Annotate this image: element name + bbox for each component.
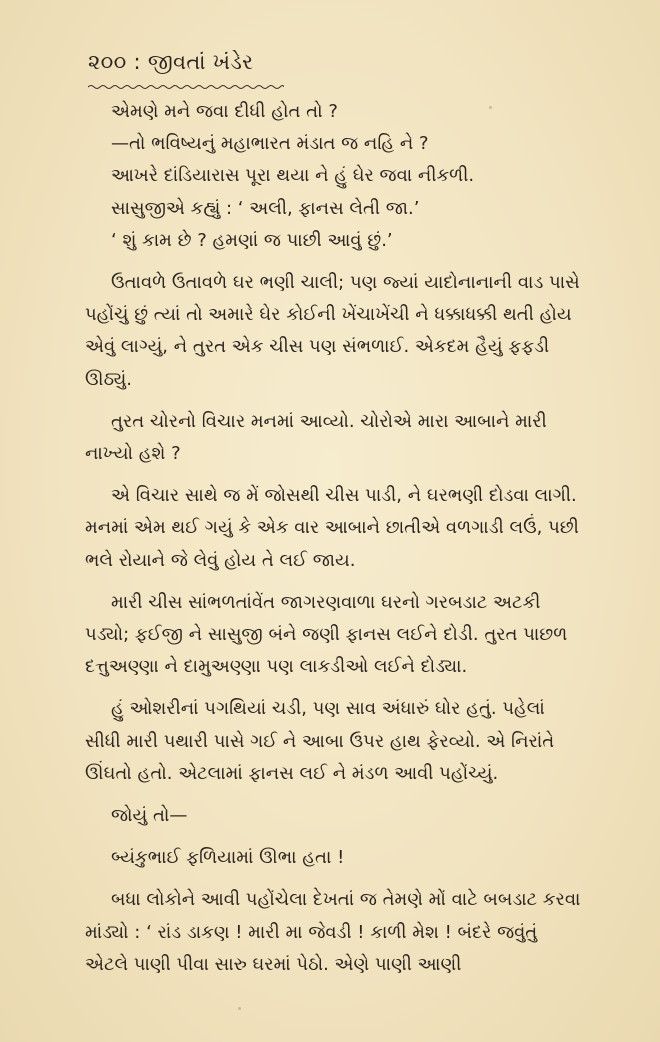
paper-speck: [489, 106, 492, 109]
paragraph: હું ઓશરીનાં પગથિયાં ચડી, પણ સાવ અંધારું ઘોર હતું. પહેલાં સીધી મારી પથારી પાસે ગઈ ને આબા ઉપર હાથ ફેરવ્યો. એ નિરાંતે ઊંઘતો હતો. એટલામાં ફાનસ લઈ ને મંડળ આવી પહોંચ્યું.: [85, 698, 555, 784]
paragraph: બ્યંકુભાઈ ફળિયામાં ઊભા હતા !: [111, 847, 345, 869]
paragraph: ‘ શું કામ છે ? હમણાં જ પાછી આવું છું.’: [111, 229, 393, 251]
page-body: [85, 96, 583, 981]
header-wavy-rule: [88, 84, 284, 90]
paper-speck: [238, 1007, 241, 1010]
paragraph: સાસુજીએ કહ્યું : ‘ અલી, ફાનસ લેતી જા.’: [111, 197, 420, 219]
paragraph: તુરત ચોરનો વિચાર મનમાં આવ્યો. ચોરોએ મારા આબાને મારી નાખ્યો હશે ?: [85, 410, 547, 465]
paragraph: એ વિચાર સાથે જ મેં જોસથી ચીસ પાડી, ને ઘરભણી દોડવા લાગી. મનમાં એમ થઈ ગયું કે એક વાર આબાને છાતીએ વળગાડી લઉં, પછી ભલે રોયાને જે લેવું હોય તે લઈ જાય.: [85, 485, 579, 571]
paragraph: આખરે દાંડિયારાસ પૂરા થયા ને હું ઘેર જવા નીકળી.: [111, 165, 475, 187]
paragraph: જોયું તો—: [111, 805, 188, 827]
paragraph: એમણે મને જવા દીધી હોત તો ?: [111, 101, 338, 122]
paragraph: ઉતાવળે ઉતાવળે ઘર ભણી ચાલી; પણ જ્યાં યાદોનાનાની વાડ પાસે પહોંચું છું ત્યાં તો અમારે ઘેર કોઈની ખેંચાખેંચી ને ધક્કાધક્કી થતી હોય એવું લાગ્યું, ને તુરત એક ચીસ પણ સંભળાઈ. એકદમ હૈયું ફફડી ઊઠ્યું.: [85, 272, 580, 390]
paragraph: મારી ચીસ સાંભળતાંવેંત જાગરણવાળા ઘરનો ગરબડાટ અટકી પડ્યો; ફઈજી ને સાસુજી બંને જણી ફાનસ લઈને દોડી. તુરત પાછળ દત્તુઅણ્ણા ને દામુઅણ્ણા પણ લાકડીઓ લઈને દોડ્યા.: [85, 591, 568, 678]
paragraph: —તો ભવિષ્યનું મહાભારત મંડાત જ નહિ ને ?: [111, 133, 429, 155]
running-head: ૨૦૦ : જીવતાં ખંડેર: [88, 50, 254, 74]
paragraph: બધા લોકોને આવી પહોંચેલા દેખતાં જ તેમણે મોં વાટે બબડાટ કરવા માંડ્યો : ‘ રાંડ ડાકણ ! મારી મા જેવડી ! કાળી મેશ ! બંદરે જવુંતું એટલે પાણી પીવા સારુ ઘરમાં પેઠો. એણે પાણી આણી: [85, 889, 581, 975]
